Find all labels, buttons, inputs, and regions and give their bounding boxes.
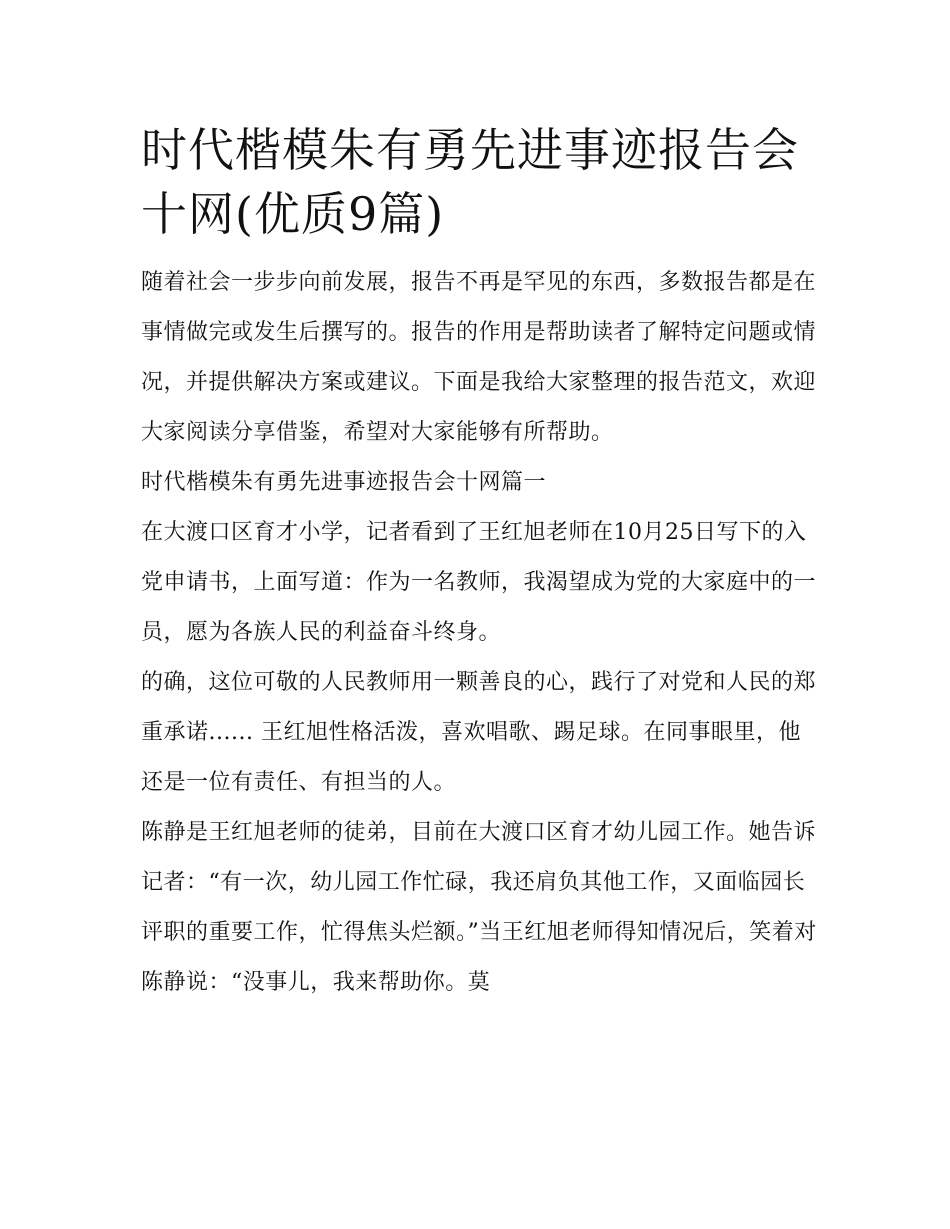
body-paragraph: 在大渡口区育才小学，记者看到了王红旭老师在10月25日写下的入党申请书，上面写道：作为一名教师，我渴望成为党的大家庭中的一员，愿为各族人民的利益奋斗终身。 [141, 520, 817, 645]
document-title: 时代楷模朱有勇先进事迹报告会十网(优质9篇) [141, 123, 799, 241]
body-paragraph: 的确，这位可敬的人民教师用一颗善良的心，践行了对党和人民的郑重承诺...... 王红旭性格活泼，喜欢唱歌、踢足球。在同事眼里，他还是一位有责任、有担当的人。 [141, 670, 817, 795]
body-paragraph: 陈静是王红旭老师的徒弟，目前在大渡口区育才幼儿园工作。她告诉记者：“有一次，幼儿园工作忙碌，我还肩负其他工作，又面临园长评职的重要工作，忙得焦头烂额。”当王红旭老师得知情况后，笑着对陈静说：“没事儿，我来帮助你。莫 [141, 820, 817, 995]
document-body [141, 118, 821, 1008]
intro-paragraph: 随着社会一步步向前发展，报告不再是罕见的东西，多数报告都是在事情做完或发生后撰写的。报告的作用是帮助读者了解特定问题或情况，并提供解决方案或建议。下面是我给大家整理的报告范文，欢迎大家阅读分享借鉴，希望对大家能够有所帮助。 [141, 270, 817, 445]
section-heading: 时代楷模朱有勇先进事迹报告会十网篇一 [141, 470, 547, 495]
